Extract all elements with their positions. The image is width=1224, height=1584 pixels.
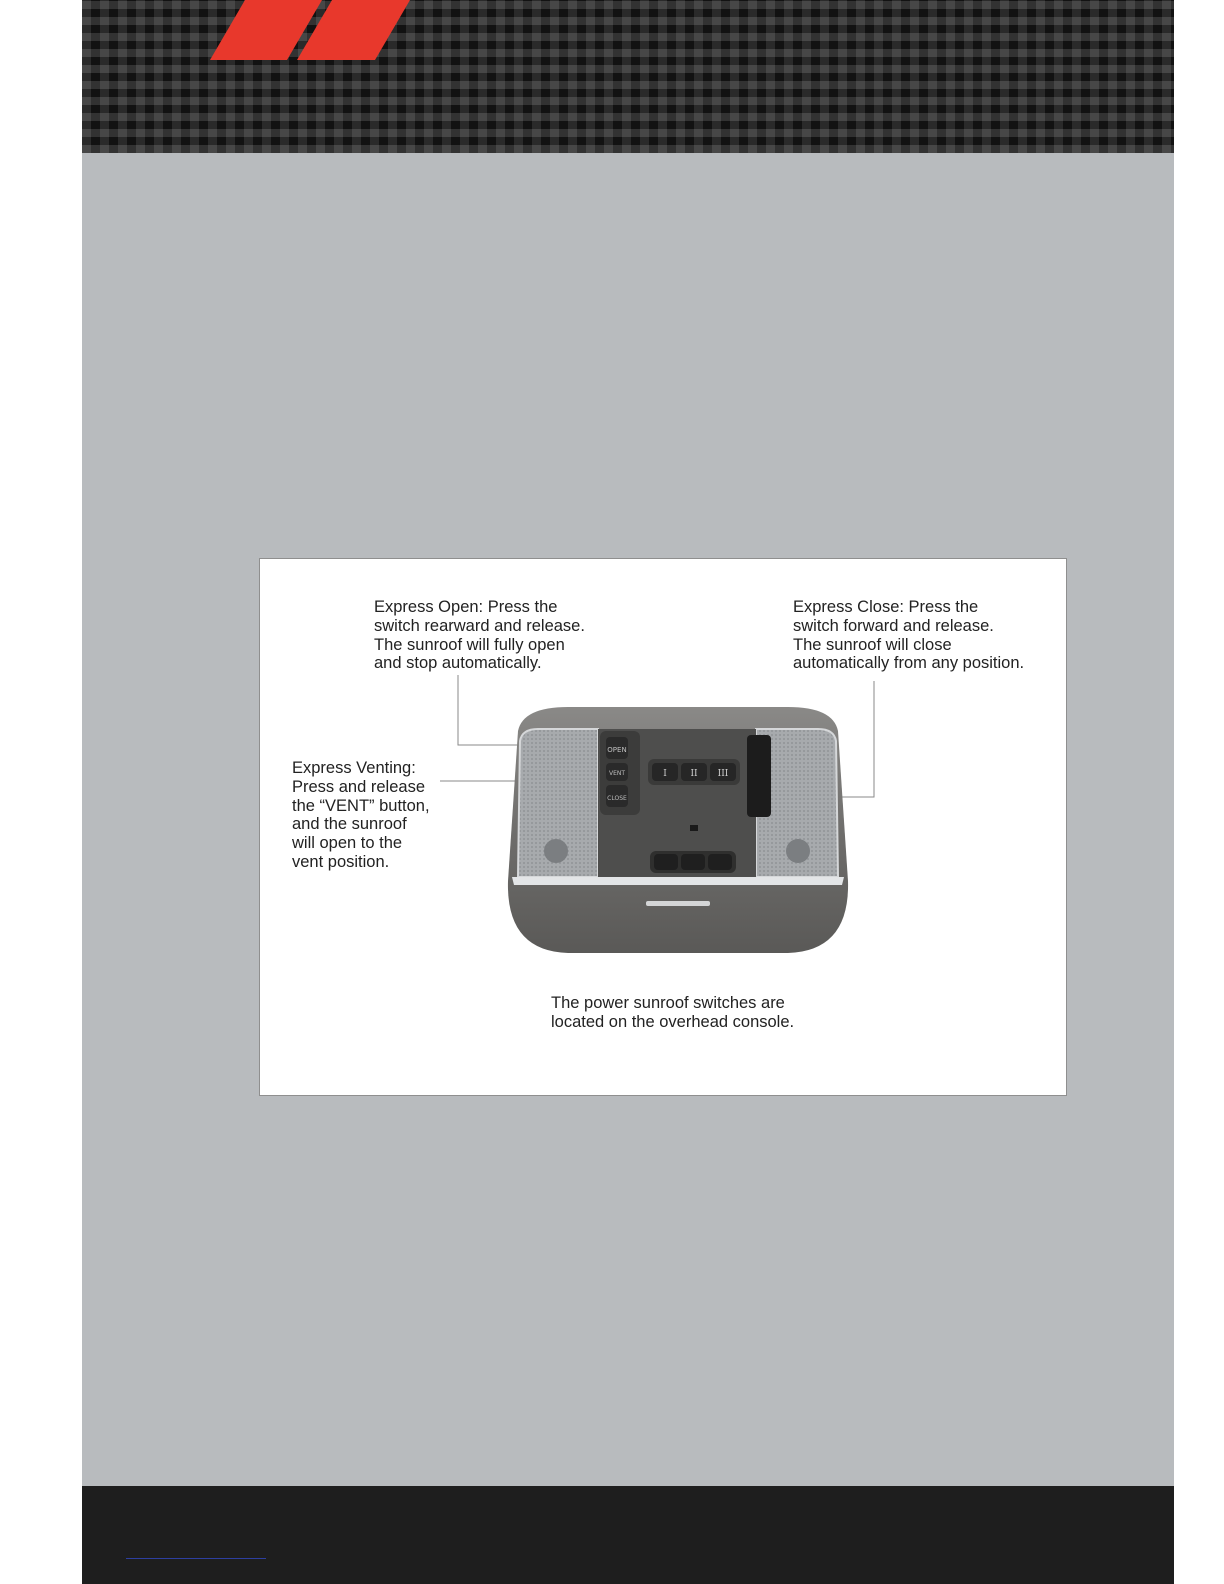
express-close-callout — [793, 598, 1024, 673]
express-venting-line: the “VENT” button, — [292, 796, 430, 815]
console-button-1-label: I — [663, 769, 667, 779]
express-open-line: The sunroof will fully open — [374, 635, 565, 654]
express-open-callout — [374, 598, 585, 673]
brand-stripes-icon — [82, 0, 502, 153]
footer-band — [82, 1486, 1174, 1584]
page — [82, 0, 1174, 1584]
express-venting-line: will open to the — [292, 834, 403, 853]
express-venting-line: and the sunroof — [292, 815, 407, 834]
figure-caption-line: located on the overhead console. — [551, 1012, 795, 1031]
express-close-line: switch forward and release. — [793, 616, 994, 635]
express-venting-callout — [292, 759, 430, 872]
header-band — [82, 0, 1174, 153]
express-open-line: switch rearward and release. — [374, 616, 585, 635]
express-close-line: Express Close: Press the — [793, 598, 979, 616]
express-venting-line: vent position. — [292, 852, 390, 871]
express-close-line: automatically from any position. — [793, 654, 1025, 673]
sunroof-figure — [259, 558, 1067, 1096]
express-venting-line: Express Venting: — [292, 759, 416, 777]
figure-caption — [551, 994, 794, 1032]
express-open-line: Express Open: Press the — [374, 598, 558, 616]
footer-link-underline — [126, 1558, 266, 1559]
console-vent-button-label: VENT — [608, 770, 626, 777]
figure-caption-line: The power sunroof switches are — [551, 994, 785, 1012]
console-open-switch-label: OPEN — [607, 746, 627, 754]
console-close-switch-label: CLOSE — [607, 795, 627, 802]
overhead-console-image — [498, 701, 858, 961]
console-button-3-label: III — [717, 769, 729, 779]
console-button-2-label: II — [690, 769, 698, 779]
express-close-line: The sunroof will close — [793, 635, 952, 654]
express-venting-line: Press and release — [292, 777, 425, 796]
express-open-line: and stop automatically. — [374, 654, 542, 673]
